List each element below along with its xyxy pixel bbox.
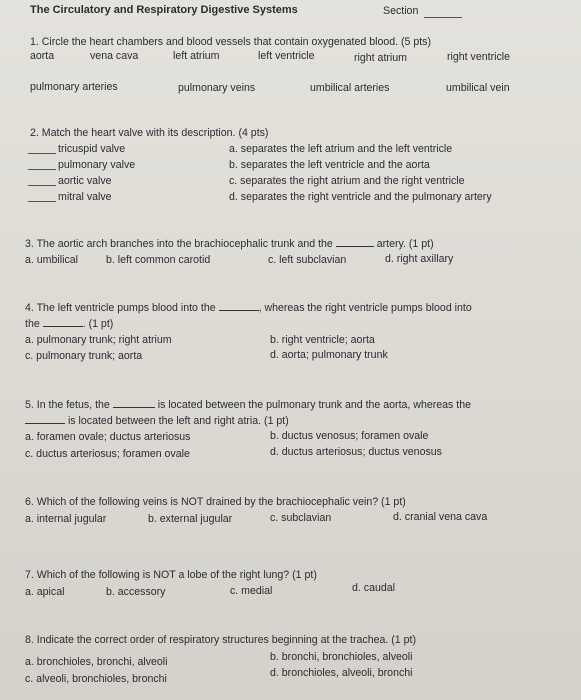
q3-option[interactable]: b. left common carotid	[106, 254, 211, 266]
q3-answer-blank[interactable]	[336, 246, 374, 247]
q5-answer-blank-1[interactable]	[113, 407, 155, 408]
q1-option[interactable]: umbilical arteries	[310, 82, 390, 94]
q8-option[interactable]: a. bronchioles, bronchi, alveoli	[25, 656, 168, 668]
q1-option[interactable]: right ventricle	[447, 51, 510, 63]
q6-option[interactable]: d. cranial vena cava	[393, 511, 488, 523]
q3-option[interactable]: d. right axillary	[385, 253, 454, 265]
q7-prompt: 7. Which of the following is NOT a lobe of the right lung? (1 pt)	[25, 569, 317, 581]
q3-option[interactable]: c. left subclavian	[268, 254, 347, 266]
q2-description: b. separates the left ventricle and the aorta	[229, 159, 430, 171]
q2-valve: aortic valve	[58, 175, 112, 187]
q4-prompt-middle: , whereas the right ventricle pumps blood into	[258, 302, 472, 314]
q1-option[interactable]: aorta	[30, 50, 55, 62]
q2-prompt: 2. Match the heart valve with its description. (4 pts)	[30, 127, 269, 139]
q6-option[interactable]: b. external jugular	[148, 513, 233, 525]
q2-answer-blank[interactable]	[28, 169, 56, 170]
q4-prompt-the: the	[25, 318, 40, 330]
q4-option[interactable]: a. pulmonary trunk; right atrium	[25, 334, 172, 346]
q1-option[interactable]: right atrium	[354, 52, 407, 64]
q5-option[interactable]: d. ductus arteriosus; ductus venosus	[270, 446, 442, 458]
q5-prompt-start: 5. In the fetus, the	[25, 399, 110, 411]
q1-option[interactable]: pulmonary veins	[178, 82, 256, 94]
q4-answer-blank-2[interactable]	[43, 326, 83, 327]
q4-option[interactable]: b. right ventricle; aorta	[270, 334, 375, 346]
q7-option[interactable]: d. caudal	[352, 582, 395, 594]
section-label: Section	[383, 5, 419, 17]
q1-prompt: 1. Circle the heart chambers and blood vessels that contain oxygenated blood. (5 pts)	[30, 36, 432, 48]
q3-prompt	[25, 238, 434, 251]
q5-option[interactable]: a. foramen ovale; ductus arteriosus	[25, 431, 191, 443]
q5-prompt-end: is located between the left and right atria. (1 pt)	[67, 415, 289, 427]
q1-option[interactable]: vena cava	[90, 50, 139, 62]
q4-prompt-end: . (1 pt)	[82, 318, 114, 330]
q6-option[interactable]: a. internal jugular	[25, 513, 107, 525]
q4-prompt-line2	[25, 318, 113, 331]
q2-valve: mitral valve	[58, 191, 112, 203]
q1-option[interactable]: pulmonary arteries	[30, 81, 118, 93]
q5-option[interactable]: b. ductus venosus; foramen ovale	[270, 430, 429, 442]
q2-answer-blank[interactable]	[28, 153, 56, 154]
q2-description: a. separates the left atrium and the left ventricle	[229, 143, 453, 155]
q8-option[interactable]: b. bronchi, bronchioles, alveoli	[270, 651, 413, 663]
q5-answer-blank-2[interactable]	[25, 423, 65, 424]
q5-option[interactable]: c. ductus arteriosus; foramen ovale	[25, 448, 190, 460]
q3-prompt-start: 3. The aortic arch branches into the brachiocephalic trunk and the	[25, 238, 333, 250]
q4-prompt-start: 4. The left ventricle pumps blood into the	[25, 302, 216, 314]
q6-option[interactable]: c. subclavian	[270, 512, 332, 524]
q2-valve: pulmonary valve	[58, 159, 136, 171]
q2-answer-blank[interactable]	[28, 185, 56, 186]
q5-prompt-line2	[25, 415, 289, 428]
q7-option[interactable]: a. apical	[25, 586, 65, 598]
q8-prompt: 8. Indicate the correct order of respiratory structures beginning at the trachea. (1 pt)	[25, 634, 416, 646]
q5-prompt-middle: is located between the pulmonary trunk and the aorta, whereas the	[157, 399, 472, 411]
q6-prompt: 6. Which of the following veins is NOT drained by the brachiocephalic vein? (1 pt)	[25, 496, 406, 508]
q2-valve: tricuspid valve	[58, 143, 126, 155]
q2-description: c. separates the right atrium and the right ventricle	[229, 175, 465, 187]
q3-option[interactable]: a. umbilical	[25, 254, 78, 266]
q7-option[interactable]: b. accessory	[106, 586, 166, 598]
q4-prompt	[25, 302, 472, 315]
q2-answer-blank[interactable]	[28, 201, 56, 202]
q4-option[interactable]: c. pulmonary trunk; aorta	[25, 350, 143, 362]
q1-option[interactable]: left atrium	[173, 50, 220, 62]
q4-option[interactable]: d. aorta; pulmonary trunk	[270, 349, 388, 361]
section-blank[interactable]	[424, 17, 462, 18]
q4-answer-blank-1[interactable]	[219, 310, 259, 311]
q8-option[interactable]: c. alveoli, bronchioles, bronchi	[25, 673, 167, 685]
q2-description: d. separates the right ventricle and the pulmonary artery	[229, 191, 492, 203]
q5-prompt	[25, 399, 471, 412]
q1-option[interactable]: left ventricle	[258, 50, 315, 62]
q7-option[interactable]: c. medial	[230, 585, 273, 597]
q3-prompt-end: artery. (1 pt)	[376, 238, 434, 250]
worksheet-title: The Circulatory and Respiratory Digestive Systems	[30, 4, 298, 16]
q1-option[interactable]: umbilical vein	[446, 82, 510, 94]
q8-option[interactable]: d. bronchioles, alveoli, bronchi	[270, 667, 413, 679]
